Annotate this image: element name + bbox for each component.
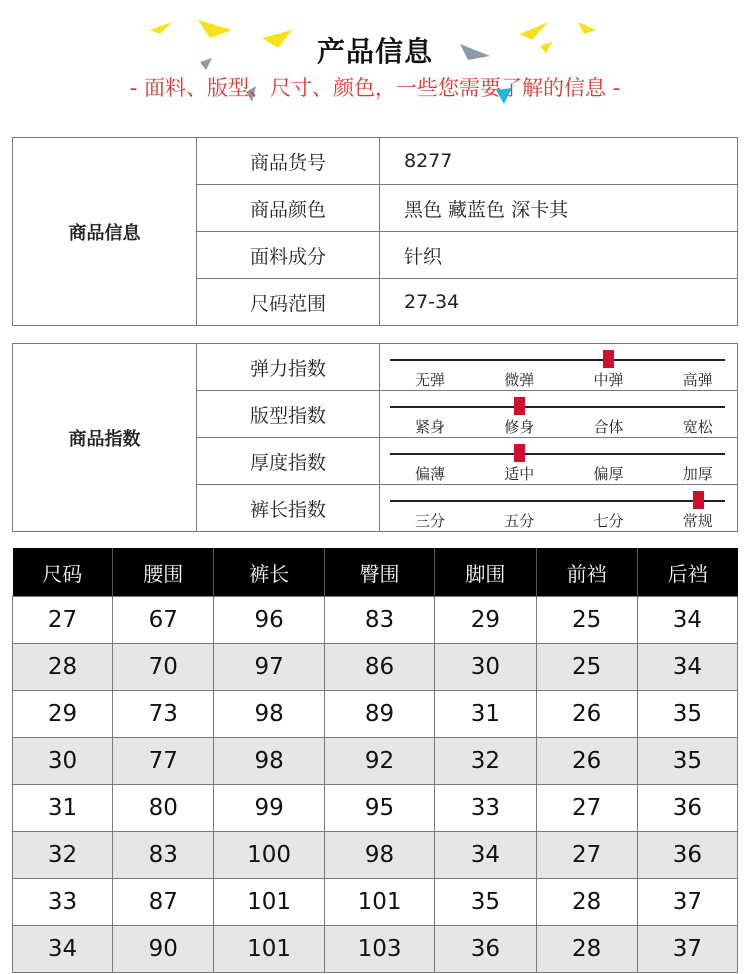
size-cell: 103 bbox=[324, 926, 434, 973]
size-header-cell: 尺码 bbox=[13, 548, 113, 597]
table-row bbox=[13, 879, 738, 926]
index-scale bbox=[380, 391, 738, 438]
scale-option: 高弹 bbox=[682, 371, 713, 389]
size-cell: 35 bbox=[637, 738, 737, 785]
table-row bbox=[13, 344, 738, 391]
size-chart-header bbox=[13, 548, 738, 597]
size-header-cell: 脚围 bbox=[435, 548, 536, 597]
index-key: 厚度指数 bbox=[197, 438, 380, 485]
size-cell: 28 bbox=[536, 926, 637, 973]
product-index-label: 商品指数 bbox=[13, 344, 197, 532]
table-row bbox=[13, 691, 738, 738]
scale-option: 无弹 bbox=[414, 371, 445, 389]
product-info-table bbox=[12, 137, 738, 326]
size-cell: 98 bbox=[214, 691, 324, 738]
size-cell: 27 bbox=[13, 597, 113, 644]
scale-option: 五分 bbox=[504, 512, 535, 530]
size-cell: 31 bbox=[435, 691, 536, 738]
size-chart-table bbox=[12, 548, 738, 973]
size-cell: 27 bbox=[536, 785, 637, 832]
scale-option: 合体 bbox=[593, 418, 624, 436]
size-header-cell: 腰围 bbox=[113, 548, 214, 597]
size-cell: 101 bbox=[324, 879, 434, 926]
index-key: 版型指数 bbox=[197, 391, 380, 438]
size-cell: 90 bbox=[113, 926, 214, 973]
size-cell: 98 bbox=[324, 832, 434, 879]
size-cell: 25 bbox=[536, 597, 637, 644]
size-cell: 25 bbox=[536, 644, 637, 691]
size-cell: 30 bbox=[13, 738, 113, 785]
size-cell: 29 bbox=[435, 597, 536, 644]
info-key: 尺码范围 bbox=[197, 279, 380, 326]
table-row bbox=[13, 138, 738, 185]
size-cell: 26 bbox=[536, 738, 637, 785]
product-index-table bbox=[12, 343, 738, 532]
index-key: 弹力指数 bbox=[197, 344, 380, 391]
size-cell: 33 bbox=[435, 785, 536, 832]
info-value: 8277 bbox=[380, 138, 738, 185]
scale-option: 中弹 bbox=[593, 371, 624, 389]
size-cell: 73 bbox=[113, 691, 214, 738]
index-scale bbox=[380, 438, 738, 485]
scale-line bbox=[390, 453, 725, 455]
size-cell: 35 bbox=[435, 879, 536, 926]
info-value: 黑色 藏蓝色 深卡其 bbox=[380, 185, 738, 232]
size-cell: 32 bbox=[13, 832, 113, 879]
scale-marker bbox=[603, 350, 614, 368]
size-cell: 101 bbox=[214, 926, 324, 973]
size-cell: 34 bbox=[13, 926, 113, 973]
scale-line bbox=[390, 406, 725, 408]
size-cell: 83 bbox=[324, 597, 434, 644]
table-row bbox=[13, 644, 738, 691]
size-cell: 36 bbox=[637, 832, 737, 879]
size-header-cell: 前裆 bbox=[536, 548, 637, 597]
size-cell: 97 bbox=[214, 644, 324, 691]
size-cell: 35 bbox=[637, 691, 737, 738]
size-cell: 29 bbox=[13, 691, 113, 738]
size-cell: 26 bbox=[536, 691, 637, 738]
scale-option: 加厚 bbox=[682, 465, 713, 483]
scale-line bbox=[390, 500, 725, 502]
size-cell: 67 bbox=[113, 597, 214, 644]
size-cell: 37 bbox=[637, 879, 737, 926]
size-cell: 87 bbox=[113, 879, 214, 926]
size-cell: 30 bbox=[435, 644, 536, 691]
table-row bbox=[13, 597, 738, 644]
size-cell: 34 bbox=[637, 644, 737, 691]
size-cell: 80 bbox=[113, 785, 214, 832]
size-cell: 98 bbox=[214, 738, 324, 785]
size-cell: 77 bbox=[113, 738, 214, 785]
scale-line bbox=[390, 359, 725, 361]
size-cell: 92 bbox=[324, 738, 434, 785]
index-scale bbox=[380, 485, 738, 532]
info-value: 27-34 bbox=[380, 279, 738, 326]
size-cell: 33 bbox=[13, 879, 113, 926]
size-cell: 28 bbox=[13, 644, 113, 691]
table-row bbox=[13, 832, 738, 879]
size-cell: 99 bbox=[214, 785, 324, 832]
size-cell: 100 bbox=[214, 832, 324, 879]
size-cell: 70 bbox=[113, 644, 214, 691]
info-value: 针织 bbox=[380, 232, 738, 279]
scale-option: 适中 bbox=[504, 465, 535, 483]
size-cell: 34 bbox=[637, 597, 737, 644]
index-scale bbox=[380, 344, 738, 391]
scale-marker bbox=[514, 444, 525, 462]
scale-option: 三分 bbox=[414, 512, 445, 530]
scale-option: 七分 bbox=[593, 512, 624, 530]
size-cell: 83 bbox=[113, 832, 214, 879]
scale-marker bbox=[514, 397, 525, 415]
size-header-cell: 臀围 bbox=[324, 548, 434, 597]
table-row bbox=[13, 738, 738, 785]
scale-option: 偏厚 bbox=[593, 465, 624, 483]
scale-marker bbox=[693, 491, 704, 509]
table-row bbox=[13, 785, 738, 832]
info-key: 商品颜色 bbox=[197, 185, 380, 232]
size-cell: 95 bbox=[324, 785, 434, 832]
scale-option: 修身 bbox=[504, 418, 535, 436]
size-cell: 36 bbox=[637, 785, 737, 832]
scale-option: 偏薄 bbox=[414, 465, 445, 483]
size-cell: 27 bbox=[536, 832, 637, 879]
page-subtitle: - 面料、版型、尺寸、颜色，一些您需要了解的信息 - bbox=[129, 76, 621, 100]
scale-option: 紧身 bbox=[414, 418, 445, 436]
info-key: 面料成分 bbox=[197, 232, 380, 279]
size-cell: 37 bbox=[637, 926, 737, 973]
size-cell: 86 bbox=[324, 644, 434, 691]
index-key: 裤长指数 bbox=[197, 485, 380, 532]
size-cell: 101 bbox=[214, 879, 324, 926]
info-key: 商品货号 bbox=[197, 138, 380, 185]
table-row bbox=[13, 926, 738, 973]
product-info-label: 商品信息 bbox=[13, 138, 197, 326]
scale-option: 常规 bbox=[682, 512, 713, 530]
scale-option: 微弹 bbox=[504, 371, 535, 389]
size-cell: 89 bbox=[324, 691, 434, 738]
size-header-cell: 后裆 bbox=[637, 548, 737, 597]
scale-option: 宽松 bbox=[682, 418, 713, 436]
size-cell: 34 bbox=[435, 832, 536, 879]
page-title: 产品信息 bbox=[316, 35, 433, 68]
size-cell: 28 bbox=[536, 879, 637, 926]
size-cell: 31 bbox=[13, 785, 113, 832]
size-cell: 96 bbox=[214, 597, 324, 644]
size-cell: 36 bbox=[435, 926, 536, 973]
size-cell: 32 bbox=[435, 738, 536, 785]
size-header-cell: 裤长 bbox=[214, 548, 324, 597]
